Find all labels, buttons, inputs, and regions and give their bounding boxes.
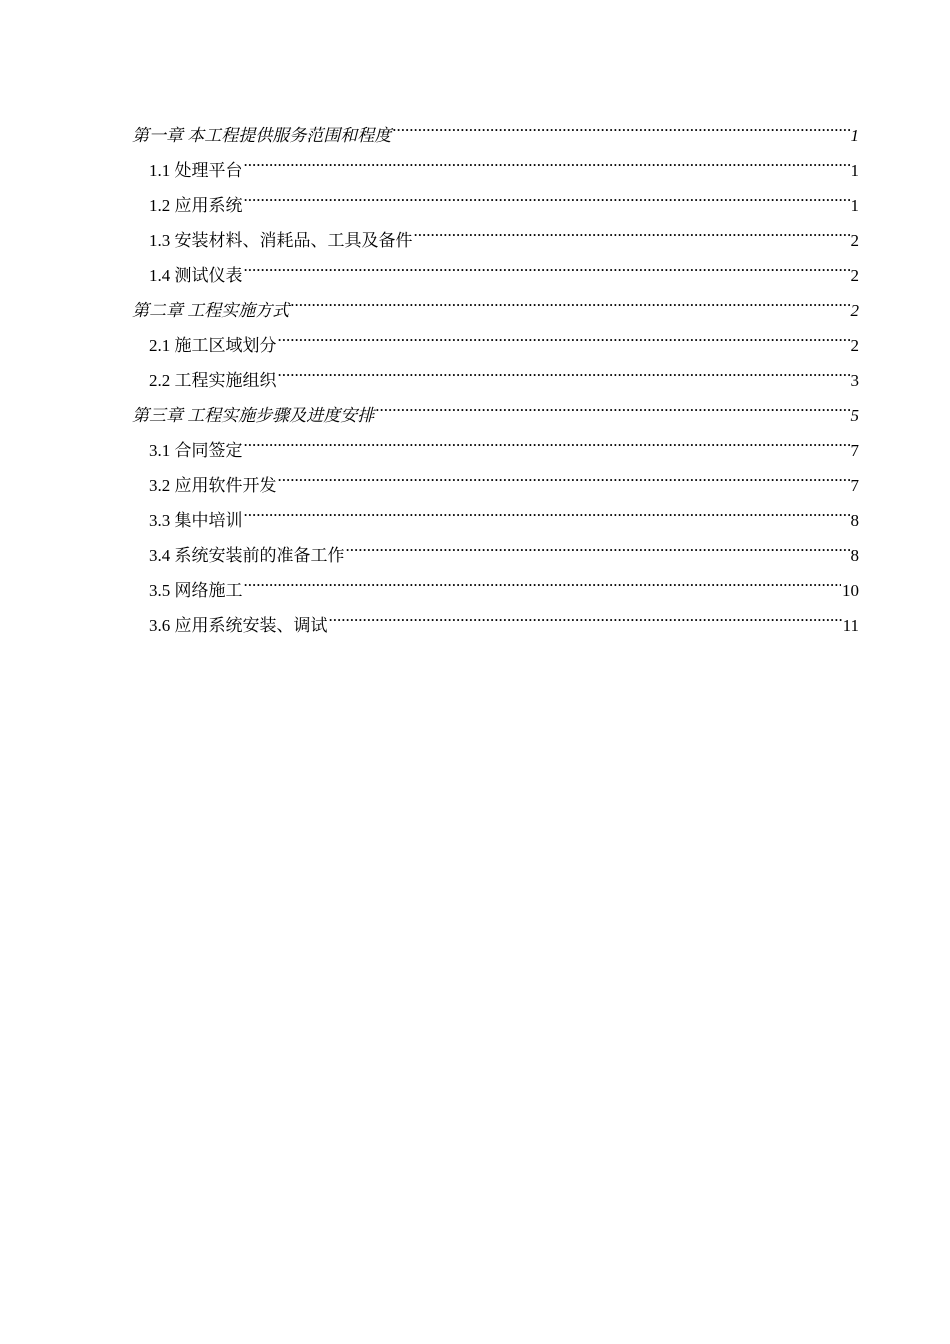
- toc-entry-title: 1.3 安装材料、消耗品、工具及备件: [149, 231, 413, 250]
- toc-entry-section-2-1[interactable]: [132, 321, 859, 356]
- toc-dot-leader: [278, 356, 850, 386]
- toc-dot-leader: [278, 461, 850, 491]
- toc-entry-chapter-2[interactable]: [132, 286, 859, 321]
- toc-entry-title: 1.4 测试仪表: [149, 266, 243, 285]
- toc-entry-page: 2: [850, 301, 859, 320]
- toc-entry-title: 1.1 处理平台: [149, 161, 243, 180]
- toc-entry-title: 2.2 工程实施组织: [149, 371, 277, 390]
- toc-entry-section-3-3[interactable]: [132, 496, 859, 531]
- toc-entry-section-1-3[interactable]: [132, 216, 859, 251]
- toc-dot-leader: [375, 391, 849, 421]
- toc-entry-chapter-3[interactable]: [132, 391, 859, 426]
- toc-dot-leader: [244, 251, 850, 281]
- toc-dot-leader: [329, 601, 842, 631]
- toc-entry-title: 第二章 工程实施方式: [132, 301, 290, 320]
- toc-dot-leader: [290, 286, 849, 316]
- toc-entry-page: 10: [842, 581, 859, 600]
- toc-entry-title: 1.2 应用系统: [149, 196, 243, 215]
- toc-entry-section-2-2[interactable]: [132, 356, 859, 391]
- toc-entry-page: 7: [850, 476, 859, 495]
- toc-entry-section-3-4[interactable]: [132, 531, 859, 566]
- toc-entry-page: 11: [842, 616, 859, 635]
- toc-entry-title: 3.5 网络施工: [149, 581, 243, 600]
- toc-entry-title: 3.3 集中培训: [149, 511, 243, 530]
- toc-entry-page: 7: [850, 441, 859, 460]
- toc-entry-page: 1: [850, 161, 859, 180]
- toc-dot-leader: [244, 181, 850, 211]
- toc-entry-section-1-2[interactable]: [132, 181, 859, 216]
- toc-entry-title: 2.1 施工区域划分: [149, 336, 277, 355]
- toc-dot-leader: [278, 321, 850, 351]
- toc-entry-title: 第三章 工程实施步骤及进度安排: [132, 406, 375, 425]
- toc-entry-section-3-5[interactable]: [132, 566, 859, 601]
- toc-dot-leader: [244, 426, 850, 456]
- toc-entry-page: 2: [850, 336, 859, 355]
- toc-entry-page: 2: [850, 266, 859, 285]
- toc-dot-leader: [244, 566, 842, 596]
- toc-entry-page: 2: [850, 231, 859, 250]
- toc-entry-page: 1: [850, 196, 859, 215]
- toc-entry-page: 8: [850, 546, 859, 565]
- toc-entry-section-3-6[interactable]: [132, 601, 859, 636]
- table-of-contents: [132, 111, 859, 636]
- toc-dot-leader: [414, 216, 850, 246]
- toc-dot-leader: [244, 496, 850, 526]
- toc-dot-leader: [244, 146, 850, 176]
- toc-entry-chapter-1[interactable]: [132, 111, 859, 146]
- toc-entry-title: 3.2 应用软件开发: [149, 476, 277, 495]
- toc-entry-page: 5: [850, 406, 859, 425]
- toc-dot-leader: [346, 531, 850, 561]
- toc-entry-section-3-2[interactable]: [132, 461, 859, 496]
- toc-entry-page: 8: [850, 511, 859, 530]
- toc-entry-page: 3: [850, 371, 859, 390]
- toc-entry-title: 3.1 合同签定: [149, 441, 243, 460]
- toc-entry-title: 3.4 系统安装前的准备工作: [149, 546, 345, 565]
- toc-dot-leader: [392, 111, 849, 141]
- toc-entry-section-1-4[interactable]: [132, 251, 859, 286]
- toc-entry-title: 3.6 应用系统安装、调试: [149, 616, 328, 635]
- toc-entry-section-1-1[interactable]: [132, 146, 859, 181]
- toc-entry-page: 1: [850, 126, 859, 145]
- toc-entry-section-3-1[interactable]: [132, 426, 859, 461]
- toc-entry-title: 第一章 本工程提供服务范围和程度: [132, 126, 392, 145]
